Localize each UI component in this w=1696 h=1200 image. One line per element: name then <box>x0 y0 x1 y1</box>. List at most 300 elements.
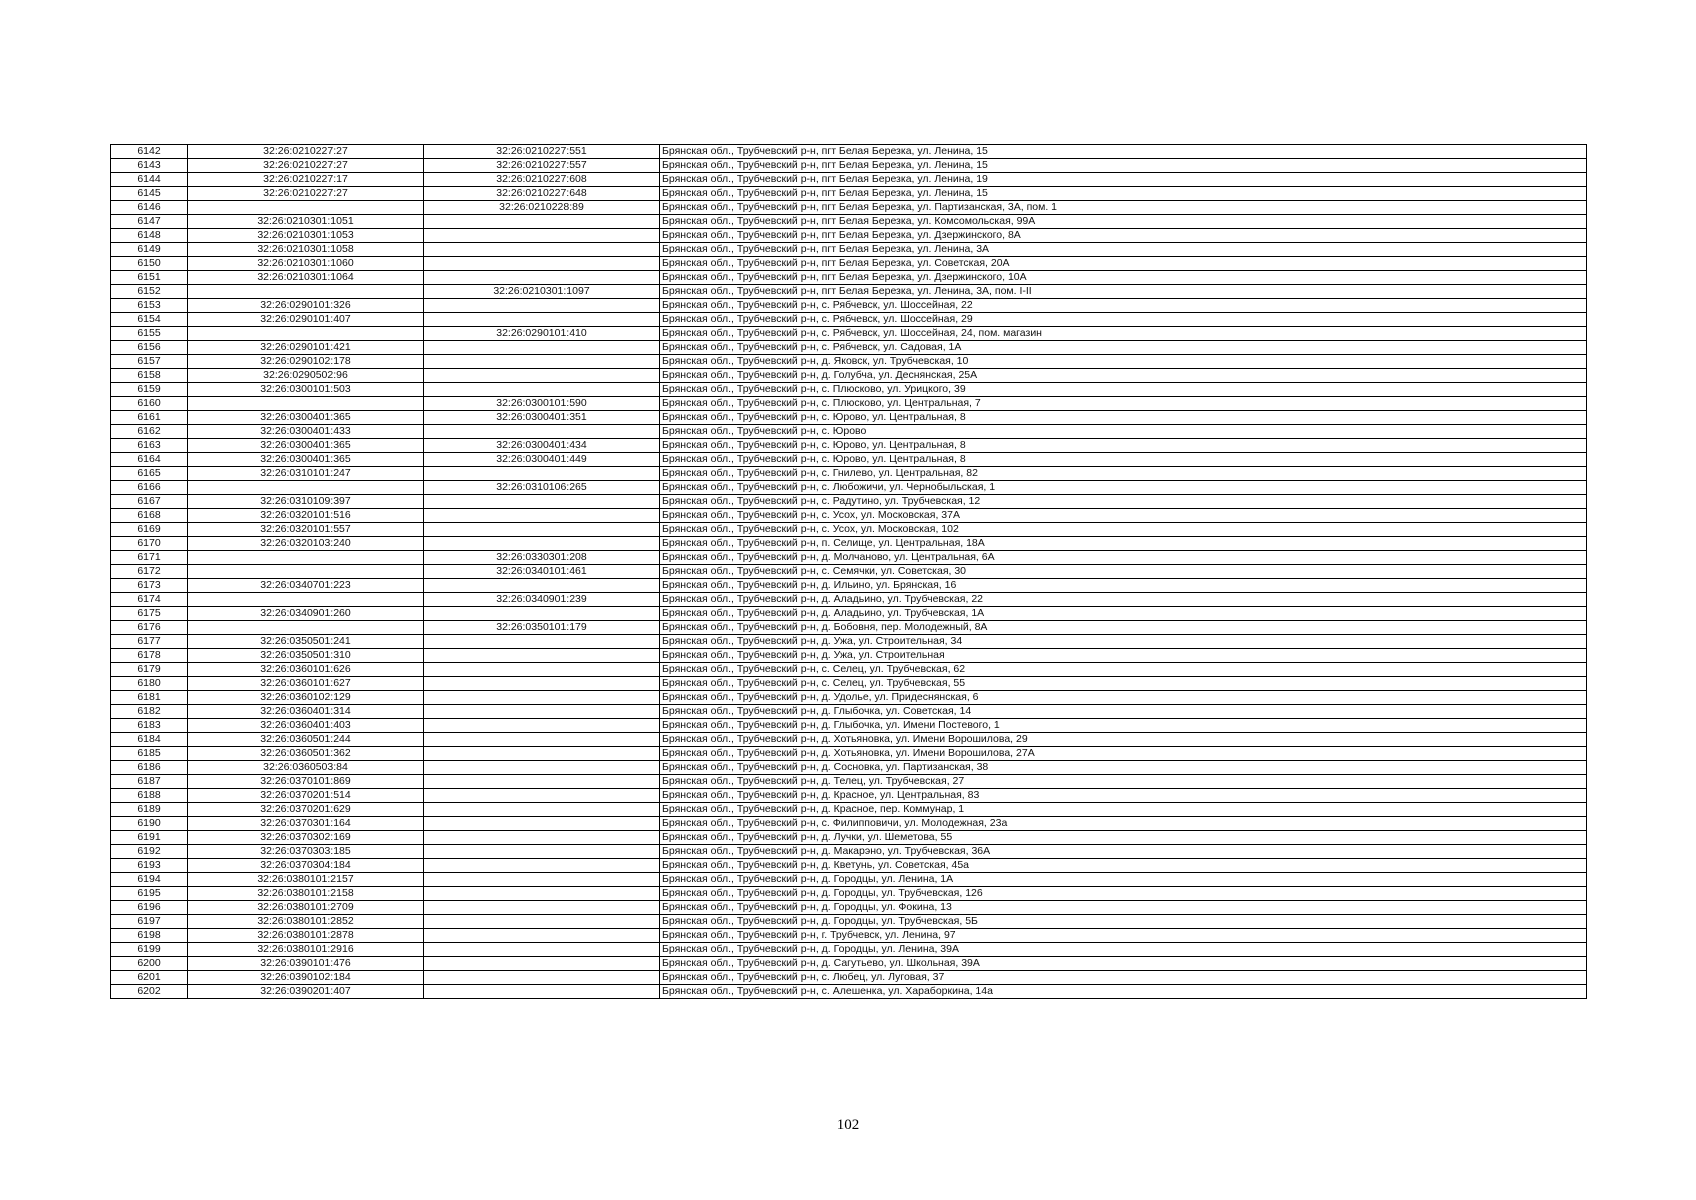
cadastral-number-cell <box>188 621 424 635</box>
cadastral-number-cell: 32:26:0290101:326 <box>188 299 424 313</box>
table-row <box>111 747 1587 761</box>
row-number-cell: 6175 <box>111 607 188 621</box>
address-cell: Брянская обл., Трубчевский р-н, с. Семячки, ул. Советская, 30 <box>660 565 1587 579</box>
address-cell: Брянская обл., Трубчевский р-н, д. Сосновка, ул. Партизанская, 38 <box>660 761 1587 775</box>
cadastral-number-cell: 32:26:0320103:240 <box>188 537 424 551</box>
address-cell: Брянская обл., Трубчевский р-н, с. Юрово, ул. Центральная, 8 <box>660 439 1587 453</box>
building-cadastral-number-cell <box>424 243 660 257</box>
table-row <box>111 229 1587 243</box>
building-cadastral-number-cell: 32:26:0350101:179 <box>424 621 660 635</box>
cadastral-number-cell: 32:26:0370101:869 <box>188 775 424 789</box>
cadastral-number-cell: 32:26:0360101:627 <box>188 677 424 691</box>
cadastral-number-cell <box>188 285 424 299</box>
row-number-cell: 6194 <box>111 873 188 887</box>
address-cell: Брянская обл., Трубчевский р-н, с. Радутино, ул. Трубчевская, 12 <box>660 495 1587 509</box>
table-row <box>111 537 1587 551</box>
building-cadastral-number-cell <box>424 845 660 859</box>
cadastral-number-cell: 32:26:0300401:365 <box>188 439 424 453</box>
address-cell: Брянская обл., Трубчевский р-н, д. Городцы, ул. Трубчевская, 126 <box>660 887 1587 901</box>
cadastral-number-cell: 32:26:0360102:129 <box>188 691 424 705</box>
table-row <box>111 313 1587 327</box>
row-number-cell: 6162 <box>111 425 188 439</box>
address-cell: Брянская обл., Трубчевский р-н, с. Юрово, ул. Центральная, 8 <box>660 453 1587 467</box>
address-cell: Брянская обл., Трубчевский р-н, с. Плюсково, ул. Центральная, 7 <box>660 397 1587 411</box>
cadastral-number-cell: 32:26:0390201:407 <box>188 985 424 999</box>
cadastral-number-cell <box>188 481 424 495</box>
cadastral-number-cell: 32:26:0360503:84 <box>188 761 424 775</box>
table-row <box>111 509 1587 523</box>
cadastral-number-cell: 32:26:0350501:241 <box>188 635 424 649</box>
row-number-cell: 6158 <box>111 369 188 383</box>
table-row <box>111 327 1587 341</box>
table-row <box>111 943 1587 957</box>
cadastral-number-cell: 32:26:0320101:557 <box>188 523 424 537</box>
building-cadastral-number-cell <box>424 341 660 355</box>
table-row <box>111 621 1587 635</box>
address-cell: Брянская обл., Трубчевский р-н, пгт Белая Березка, ул. Советская, 20А <box>660 257 1587 271</box>
building-cadastral-number-cell <box>424 523 660 537</box>
building-cadastral-number-cell <box>424 929 660 943</box>
building-cadastral-number-cell <box>424 649 660 663</box>
address-cell: Брянская обл., Трубчевский р-н, д. Ильино, ул. Брянская, 16 <box>660 579 1587 593</box>
address-cell: Брянская обл., Трубчевский р-н, пгт Белая Березка, ул. Ленина, 15 <box>660 187 1587 201</box>
address-cell: Брянская обл., Трубчевский р-н, с. Любец, ул. Луговая, 37 <box>660 971 1587 985</box>
building-cadastral-number-cell <box>424 943 660 957</box>
row-number-cell: 6144 <box>111 173 188 187</box>
table-row <box>111 719 1587 733</box>
row-number-cell: 6196 <box>111 901 188 915</box>
table-row <box>111 495 1587 509</box>
table-row <box>111 831 1587 845</box>
address-cell: Брянская обл., Трубчевский р-н, д. Лучки, ул. Шеметова, 55 <box>660 831 1587 845</box>
table-row <box>111 593 1587 607</box>
cadastral-number-cell: 32:26:0300401:365 <box>188 411 424 425</box>
cadastral-number-cell: 32:26:0300101:503 <box>188 383 424 397</box>
building-cadastral-number-cell: 32:26:0210227:557 <box>424 159 660 173</box>
address-cell: Брянская обл., Трубчевский р-н, пгт Белая Березка, ул. Комсомольская, 99А <box>660 215 1587 229</box>
row-number-cell: 6147 <box>111 215 188 229</box>
building-cadastral-number-cell <box>424 299 660 313</box>
table-row <box>111 887 1587 901</box>
row-number-cell: 6152 <box>111 285 188 299</box>
address-cell: Брянская обл., Трубчевский р-н, пгт Белая Березка, ул. Ленина, 15 <box>660 145 1587 159</box>
building-cadastral-number-cell <box>424 831 660 845</box>
address-cell: Брянская обл., Трубчевский р-н, д. Макарэно, ул. Трубчевская, 36А <box>660 845 1587 859</box>
table-row <box>111 873 1587 887</box>
cadastral-number-cell: 32:26:0360501:362 <box>188 747 424 761</box>
row-number-cell: 6161 <box>111 411 188 425</box>
table-row <box>111 733 1587 747</box>
building-cadastral-number-cell <box>424 985 660 999</box>
cadastral-number-cell: 32:26:0310109:397 <box>188 495 424 509</box>
building-cadastral-number-cell <box>424 803 660 817</box>
address-cell: Брянская обл., Трубчевский р-н, с. Юрово, ул. Центральная, 8 <box>660 411 1587 425</box>
address-cell: Брянская обл., Трубчевский р-н, д. Городцы, ул. Фокина, 13 <box>660 901 1587 915</box>
building-cadastral-number-cell <box>424 369 660 383</box>
table-row <box>111 201 1587 215</box>
table-row <box>111 383 1587 397</box>
address-cell: Брянская обл., Трубчевский р-н, пгт Белая Березка, ул. Дзержинского, 10А <box>660 271 1587 285</box>
building-cadastral-number-cell <box>424 789 660 803</box>
row-number-cell: 6167 <box>111 495 188 509</box>
cadastral-number-cell: 32:26:0370302:169 <box>188 831 424 845</box>
table-row <box>111 215 1587 229</box>
address-cell: Брянская обл., Трубчевский р-н, с. Юрово <box>660 425 1587 439</box>
building-cadastral-number-cell <box>424 579 660 593</box>
building-cadastral-number-cell <box>424 859 660 873</box>
row-number-cell: 6170 <box>111 537 188 551</box>
address-cell: Брянская обл., Трубчевский р-н, с. Любожичи, ул. Чернобыльская, 1 <box>660 481 1587 495</box>
address-cell: Брянская обл., Трубчевский р-н, д. Голубча, ул. Деснянская, 25А <box>660 369 1587 383</box>
address-cell: Брянская обл., Трубчевский р-н, д. Глыбочка, ул. Советская, 14 <box>660 705 1587 719</box>
building-cadastral-number-cell <box>424 313 660 327</box>
row-number-cell: 6176 <box>111 621 188 635</box>
cadastral-number-cell: 32:26:0350501:310 <box>188 649 424 663</box>
table-row <box>111 845 1587 859</box>
address-cell: Брянская обл., Трубчевский р-н, д. Красное, ул. Центральная, 83 <box>660 789 1587 803</box>
address-cell: Брянская обл., Трубчевский р-н, д. Молчаново, ул. Центральная, 6А <box>660 551 1587 565</box>
table-row <box>111 369 1587 383</box>
address-cell: Брянская обл., Трубчевский р-н, пгт Белая Березка, ул. Дзержинского, 8А <box>660 229 1587 243</box>
address-cell: Брянская обл., Трубчевский р-н, с. Рябчевск, ул. Шоссейная, 29 <box>660 313 1587 327</box>
address-cell: Брянская обл., Трубчевский р-н, с. Рябчевск, ул. Шоссейная, 24, пом. магазин <box>660 327 1587 341</box>
building-cadastral-number-cell <box>424 957 660 971</box>
cadastral-number-cell: 32:26:0390101:476 <box>188 957 424 971</box>
address-cell: Брянская обл., Трубчевский р-н, д. Бобовня, пер. Молодежный, 8А <box>660 621 1587 635</box>
row-number-cell: 6183 <box>111 719 188 733</box>
building-cadastral-number-cell <box>424 257 660 271</box>
row-number-cell: 6198 <box>111 929 188 943</box>
address-cell: Брянская обл., Трубчевский р-н, п. Селище, ул. Центральная, 18А <box>660 537 1587 551</box>
address-cell: Брянская обл., Трубчевский р-н, д. Аладьино, ул. Трубчевская, 1А <box>660 607 1587 621</box>
building-cadastral-number-cell <box>424 915 660 929</box>
table-row <box>111 901 1587 915</box>
building-cadastral-number-cell <box>424 971 660 985</box>
address-cell: Брянская обл., Трубчевский р-н, д. Ужа, ул. Строительная, 34 <box>660 635 1587 649</box>
building-cadastral-number-cell <box>424 663 660 677</box>
row-number-cell: 6200 <box>111 957 188 971</box>
row-number-cell: 6156 <box>111 341 188 355</box>
table-row <box>111 285 1587 299</box>
row-number-cell: 6148 <box>111 229 188 243</box>
building-cadastral-number-cell <box>424 635 660 649</box>
building-cadastral-number-cell: 32:26:0310106:265 <box>424 481 660 495</box>
address-cell: Брянская обл., Трубчевский р-н, с. Рябчевск, ул. Садовая, 1А <box>660 341 1587 355</box>
row-number-cell: 6142 <box>111 145 188 159</box>
row-number-cell: 6202 <box>111 985 188 999</box>
row-number-cell: 6173 <box>111 579 188 593</box>
cadastral-number-cell: 32:26:0380101:2916 <box>188 943 424 957</box>
address-cell: Брянская обл., Трубчевский р-н, с. Алешенка, ул. Хараборкина, 14а <box>660 985 1587 999</box>
row-number-cell: 6186 <box>111 761 188 775</box>
table-row <box>111 859 1587 873</box>
address-cell: Брянская обл., Трубчевский р-н, д. Хотьяновка, ул. Имени Ворошилова, 29 <box>660 733 1587 747</box>
row-number-cell: 6169 <box>111 523 188 537</box>
cadastral-number-cell: 32:26:0370304:184 <box>188 859 424 873</box>
table-row <box>111 159 1587 173</box>
row-number-cell: 6191 <box>111 831 188 845</box>
cadastral-number-cell: 32:26:0320101:516 <box>188 509 424 523</box>
registry-table <box>110 144 1587 999</box>
table-row <box>111 425 1587 439</box>
building-cadastral-number-cell: 32:26:0330301:208 <box>424 551 660 565</box>
table-row <box>111 677 1587 691</box>
building-cadastral-number-cell <box>424 425 660 439</box>
cadastral-number-cell: 32:26:0360501:244 <box>188 733 424 747</box>
table-row <box>111 271 1587 285</box>
address-cell: Брянская обл., Трубчевский р-н, д. Удолье, ул. Придеснянская, 6 <box>660 691 1587 705</box>
table-row <box>111 299 1587 313</box>
table-row <box>111 187 1587 201</box>
table-row <box>111 467 1587 481</box>
building-cadastral-number-cell: 32:26:0210227:551 <box>424 145 660 159</box>
building-cadastral-number-cell <box>424 509 660 523</box>
row-number-cell: 6201 <box>111 971 188 985</box>
row-number-cell: 6150 <box>111 257 188 271</box>
cadastral-number-cell: 32:26:0360401:314 <box>188 705 424 719</box>
row-number-cell: 6193 <box>111 859 188 873</box>
table-row <box>111 915 1587 929</box>
table-row <box>111 551 1587 565</box>
row-number-cell: 6149 <box>111 243 188 257</box>
cadastral-number-cell: 32:26:0210227:27 <box>188 159 424 173</box>
building-cadastral-number-cell <box>424 383 660 397</box>
row-number-cell: 6145 <box>111 187 188 201</box>
table-row <box>111 607 1587 621</box>
cadastral-number-cell: 32:26:0380101:2157 <box>188 873 424 887</box>
row-number-cell: 6174 <box>111 593 188 607</box>
table-row <box>111 341 1587 355</box>
building-cadastral-number-cell <box>424 495 660 509</box>
table-row <box>111 439 1587 453</box>
table-row <box>111 957 1587 971</box>
row-number-cell: 6179 <box>111 663 188 677</box>
address-cell: Брянская обл., Трубчевский р-н, д. Городцы, ул. Трубчевская, 5Б <box>660 915 1587 929</box>
cadastral-number-cell <box>188 565 424 579</box>
row-number-cell: 6189 <box>111 803 188 817</box>
table-row <box>111 635 1587 649</box>
building-cadastral-number-cell: 32:26:0210228:89 <box>424 201 660 215</box>
table-row <box>111 453 1587 467</box>
row-number-cell: 6154 <box>111 313 188 327</box>
address-cell: Брянская обл., Трубчевский р-н, д. Яковск, ул. Трубчевская, 10 <box>660 355 1587 369</box>
building-cadastral-number-cell: 32:26:0300401:434 <box>424 439 660 453</box>
address-cell: Брянская обл., Трубчевский р-н, с. Филипповичи, ул. Молодежная, 23а <box>660 817 1587 831</box>
building-cadastral-number-cell: 32:26:0210301:1097 <box>424 285 660 299</box>
table-row <box>111 411 1587 425</box>
row-number-cell: 6187 <box>111 775 188 789</box>
row-number-cell: 6172 <box>111 565 188 579</box>
building-cadastral-number-cell: 32:26:0300401:449 <box>424 453 660 467</box>
building-cadastral-number-cell <box>424 691 660 705</box>
row-number-cell: 6153 <box>111 299 188 313</box>
table-row <box>111 705 1587 719</box>
table-row <box>111 775 1587 789</box>
cadastral-number-cell <box>188 593 424 607</box>
cadastral-number-cell: 32:26:0210301:1051 <box>188 215 424 229</box>
cadastral-number-cell: 32:26:0310101:247 <box>188 467 424 481</box>
row-number-cell: 6195 <box>111 887 188 901</box>
row-number-cell: 6171 <box>111 551 188 565</box>
address-cell: Брянская обл., Трубчевский р-н, г. Трубчевск, ул. Ленина, 97 <box>660 929 1587 943</box>
table-row <box>111 789 1587 803</box>
row-number-cell: 6168 <box>111 509 188 523</box>
table-row <box>111 971 1587 985</box>
table-row <box>111 691 1587 705</box>
cadastral-number-cell: 32:26:0300401:365 <box>188 453 424 467</box>
building-cadastral-number-cell <box>424 761 660 775</box>
building-cadastral-number-cell: 32:26:0340101:461 <box>424 565 660 579</box>
address-cell: Брянская обл., Трубчевский р-н, с. Усох, ул. Московская, 37А <box>660 509 1587 523</box>
address-cell: Брянская обл., Трубчевский р-н, д. Аладьино, ул. Трубчевская, 22 <box>660 593 1587 607</box>
cadastral-number-cell: 32:26:0370201:514 <box>188 789 424 803</box>
row-number-cell: 6180 <box>111 677 188 691</box>
address-cell: Брянская обл., Трубчевский р-н, с. Усох, ул. Московская, 102 <box>660 523 1587 537</box>
address-cell: Брянская обл., Трубчевский р-н, с. Плюсково, ул. Урицкого, 39 <box>660 383 1587 397</box>
building-cadastral-number-cell: 32:26:0300101:590 <box>424 397 660 411</box>
cadastral-number-cell: 32:26:0340901:260 <box>188 607 424 621</box>
cadastral-number-cell: 32:26:0210301:1053 <box>188 229 424 243</box>
row-number-cell: 6190 <box>111 817 188 831</box>
page-number: 102 <box>836 1117 860 1133</box>
row-number-cell: 6159 <box>111 383 188 397</box>
cadastral-number-cell: 32:26:0290102:178 <box>188 355 424 369</box>
row-number-cell: 6197 <box>111 915 188 929</box>
cadastral-number-cell <box>188 397 424 411</box>
address-cell: Брянская обл., Трубчевский р-н, с. Селец, ул. Трубчевская, 62 <box>660 663 1587 677</box>
address-cell: Брянская обл., Трубчевский р-н, пгт Белая Березка, ул. Ленина, 19 <box>660 173 1587 187</box>
row-number-cell: 6178 <box>111 649 188 663</box>
row-number-cell: 6146 <box>111 201 188 215</box>
table-row <box>111 397 1587 411</box>
row-number-cell: 6151 <box>111 271 188 285</box>
table-row <box>111 663 1587 677</box>
address-cell: Брянская обл., Трубчевский р-н, д. Сагутьево, ул. Школьная, 39А <box>660 957 1587 971</box>
cadastral-number-cell: 32:26:0210227:27 <box>188 187 424 201</box>
building-cadastral-number-cell <box>424 271 660 285</box>
cadastral-number-cell: 32:26:0380101:2709 <box>188 901 424 915</box>
address-cell: Брянская обл., Трубчевский р-н, д. Кветунь, ул. Советская, 45а <box>660 859 1587 873</box>
cadastral-number-cell: 32:26:0300401:433 <box>188 425 424 439</box>
cadastral-number-cell: 32:26:0380101:2878 <box>188 929 424 943</box>
address-cell: Брянская обл., Трубчевский р-н, с. Гнилево, ул. Центральная, 82 <box>660 467 1587 481</box>
cadastral-number-cell <box>188 327 424 341</box>
cadastral-number-cell <box>188 551 424 565</box>
cadastral-number-cell: 32:26:0370303:185 <box>188 845 424 859</box>
row-number-cell: 6177 <box>111 635 188 649</box>
row-number-cell: 6188 <box>111 789 188 803</box>
building-cadastral-number-cell <box>424 607 660 621</box>
cadastral-number-cell: 32:26:0370201:629 <box>188 803 424 817</box>
cadastral-number-cell: 32:26:0360401:403 <box>188 719 424 733</box>
building-cadastral-number-cell: 32:26:0300401:351 <box>424 411 660 425</box>
row-number-cell: 6185 <box>111 747 188 761</box>
table-row <box>111 243 1587 257</box>
building-cadastral-number-cell <box>424 775 660 789</box>
building-cadastral-number-cell <box>424 733 660 747</box>
row-number-cell: 6165 <box>111 467 188 481</box>
building-cadastral-number-cell <box>424 537 660 551</box>
building-cadastral-number-cell <box>424 817 660 831</box>
cadastral-number-cell: 32:26:0290101:421 <box>188 341 424 355</box>
row-number-cell: 6199 <box>111 943 188 957</box>
address-cell: Брянская обл., Трубчевский р-н, д. Хотьяновка, ул. Имени Ворошилова, 27А <box>660 747 1587 761</box>
row-number-cell: 6181 <box>111 691 188 705</box>
row-number-cell: 6160 <box>111 397 188 411</box>
building-cadastral-number-cell <box>424 355 660 369</box>
cadastral-number-cell: 32:26:0290502:96 <box>188 369 424 383</box>
cadastral-number-cell <box>188 201 424 215</box>
row-number-cell: 6164 <box>111 453 188 467</box>
cadastral-number-cell: 32:26:0370301:164 <box>188 817 424 831</box>
building-cadastral-number-cell <box>424 887 660 901</box>
address-cell: Брянская обл., Трубчевский р-н, д. Ужа, ул. Строительная <box>660 649 1587 663</box>
row-number-cell: 6184 <box>111 733 188 747</box>
cadastral-number-cell: 32:26:0340701:223 <box>188 579 424 593</box>
table-row <box>111 761 1587 775</box>
building-cadastral-number-cell <box>424 215 660 229</box>
building-cadastral-number-cell <box>424 873 660 887</box>
row-number-cell: 6166 <box>111 481 188 495</box>
row-number-cell: 6155 <box>111 327 188 341</box>
table-row <box>111 579 1587 593</box>
row-number-cell: 6157 <box>111 355 188 369</box>
building-cadastral-number-cell <box>424 467 660 481</box>
table-row <box>111 649 1587 663</box>
building-cadastral-number-cell <box>424 677 660 691</box>
cadastral-number-cell: 32:26:0210301:1058 <box>188 243 424 257</box>
table-row <box>111 173 1587 187</box>
cadastral-number-cell: 32:26:0210301:1064 <box>188 271 424 285</box>
cadastral-number-cell: 32:26:0360101:626 <box>188 663 424 677</box>
table-row <box>111 817 1587 831</box>
address-cell: Брянская обл., Трубчевский р-н, д. Телец, ул. Трубчевская, 27 <box>660 775 1587 789</box>
cadastral-number-cell: 32:26:0210227:17 <box>188 173 424 187</box>
row-number-cell: 6182 <box>111 705 188 719</box>
cadastral-number-cell: 32:26:0380101:2158 <box>188 887 424 901</box>
address-cell: Брянская обл., Трубчевский р-н, д. Глыбочка, ул. Имени Постевого, 1 <box>660 719 1587 733</box>
building-cadastral-number-cell <box>424 229 660 243</box>
address-cell: Брянская обл., Трубчевский р-н, д. Красное, пер. Коммунар, 1 <box>660 803 1587 817</box>
table-row <box>111 257 1587 271</box>
table-row <box>111 145 1587 159</box>
registry-table-body <box>111 145 1587 999</box>
cadastral-number-cell: 32:26:0290101:407 <box>188 313 424 327</box>
building-cadastral-number-cell <box>424 747 660 761</box>
building-cadastral-number-cell: 32:26:0340901:239 <box>424 593 660 607</box>
cadastral-number-cell: 32:26:0210301:1060 <box>188 257 424 271</box>
address-cell: Брянская обл., Трубчевский р-н, д. Городцы, ул. Ленина, 1А <box>660 873 1587 887</box>
table-row <box>111 355 1587 369</box>
building-cadastral-number-cell <box>424 719 660 733</box>
cadastral-number-cell: 32:26:0390102:184 <box>188 971 424 985</box>
cadastral-number-cell: 32:26:0380101:2852 <box>188 915 424 929</box>
building-cadastral-number-cell: 32:26:0210227:648 <box>424 187 660 201</box>
table-row <box>111 803 1587 817</box>
address-cell: Брянская обл., Трубчевский р-н, с. Рябчевск, ул. Шоссейная, 22 <box>660 299 1587 313</box>
table-row <box>111 929 1587 943</box>
cadastral-number-cell: 32:26:0210227:27 <box>188 145 424 159</box>
table-row <box>111 565 1587 579</box>
address-cell: Брянская обл., Трубчевский р-н, пгт Белая Березка, ул. Партизанская, 3А, пом. 1 <box>660 201 1587 215</box>
address-cell: Брянская обл., Трубчевский р-н, пгт Белая Березка, ул. Ленина, 3А, пом. I-II <box>660 285 1587 299</box>
table-row <box>111 523 1587 537</box>
address-cell: Брянская обл., Трубчевский р-н, с. Селец, ул. Трубчевская, 55 <box>660 677 1587 691</box>
row-number-cell: 6192 <box>111 845 188 859</box>
address-cell: Брянская обл., Трубчевский р-н, пгт Белая Березка, ул. Ленина, 3А <box>660 243 1587 257</box>
row-number-cell: 6143 <box>111 159 188 173</box>
address-cell: Брянская обл., Трубчевский р-н, д. Городцы, ул. Ленина, 39А <box>660 943 1587 957</box>
